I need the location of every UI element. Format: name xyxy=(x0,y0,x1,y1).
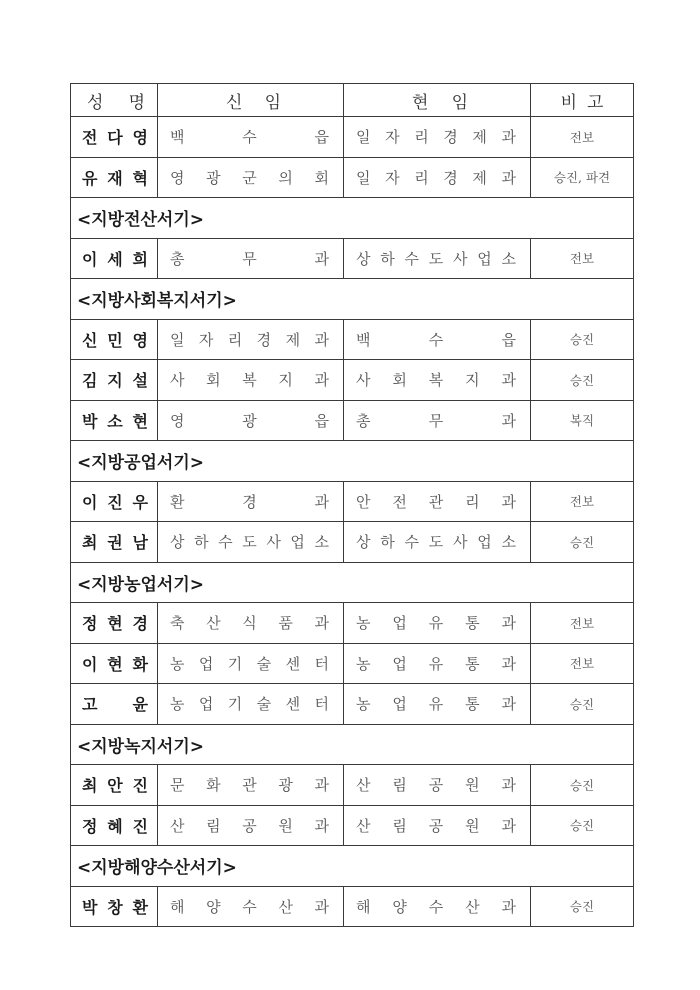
char: 업 xyxy=(477,533,492,552)
char: 제 xyxy=(472,128,487,147)
char: 다 xyxy=(107,128,123,148)
note: 승진 xyxy=(531,684,634,725)
char: 화 xyxy=(132,654,148,674)
char: 자 xyxy=(385,168,400,187)
char: 하 xyxy=(380,533,395,552)
char: 권 xyxy=(107,533,123,553)
char: 일 xyxy=(356,128,371,147)
char: 산 xyxy=(206,614,221,633)
table-row xyxy=(71,522,634,563)
note: 전보 xyxy=(531,481,634,522)
current-post xyxy=(344,765,531,806)
char: 수 xyxy=(218,533,233,552)
char: 자 xyxy=(198,330,214,349)
note: 승진 xyxy=(531,765,634,806)
char: 현 xyxy=(412,92,429,113)
char: 양 xyxy=(206,897,221,916)
char: 경 xyxy=(443,128,458,147)
char: 현 xyxy=(107,614,123,634)
char: 읍 xyxy=(314,128,329,147)
char: 소 xyxy=(501,533,516,552)
char: 지 xyxy=(278,371,293,390)
note: 승진, 파견 xyxy=(531,157,634,198)
category-heading: <지방전산서기> xyxy=(71,198,634,239)
char: 사 xyxy=(266,533,281,552)
char: 진 xyxy=(107,492,123,512)
char: 리 xyxy=(227,330,243,349)
char: 임 xyxy=(451,92,468,113)
char: 사 xyxy=(453,533,468,552)
char: 회 xyxy=(392,371,407,390)
char: 과 xyxy=(314,492,329,511)
new-post xyxy=(158,684,344,725)
char: 관 xyxy=(428,492,444,511)
current-post xyxy=(344,157,531,198)
char: 상 xyxy=(356,533,371,552)
person-name xyxy=(71,886,158,927)
char: 군 xyxy=(242,168,257,187)
char: 원 xyxy=(465,776,480,795)
char: 센 xyxy=(285,654,301,673)
current-post xyxy=(344,522,531,563)
char: 통 xyxy=(465,614,480,633)
category-row xyxy=(71,846,634,887)
char: 경 xyxy=(242,492,257,511)
new-post xyxy=(158,400,344,441)
char: 과 xyxy=(501,128,516,147)
char: 최 xyxy=(82,776,98,796)
current-post xyxy=(344,400,531,441)
char: 소 xyxy=(314,533,329,552)
new-post xyxy=(158,805,344,846)
table-row xyxy=(71,319,634,360)
char: 해 xyxy=(356,897,371,916)
char: 업 xyxy=(290,533,305,552)
char: 도 xyxy=(428,249,444,268)
char: 농 xyxy=(356,614,371,633)
note: 승진 xyxy=(531,805,634,846)
char: 업 xyxy=(477,249,492,268)
char: 수 xyxy=(404,533,419,552)
current-post xyxy=(344,319,531,360)
category-heading: <지방해양수산서기> xyxy=(71,846,634,887)
header-note xyxy=(531,84,634,117)
char: 유 xyxy=(82,168,98,188)
char: 업 xyxy=(198,695,214,714)
category-heading: <지방녹지서기> xyxy=(71,724,634,765)
char: 술 xyxy=(256,695,272,714)
char: 사 xyxy=(170,371,185,390)
char: 수 xyxy=(428,330,444,349)
char: 설 xyxy=(132,371,148,391)
char: 과 xyxy=(314,897,329,916)
table-row xyxy=(71,117,634,158)
char: 유 xyxy=(428,654,444,673)
person-name xyxy=(71,238,158,279)
char: 전 xyxy=(392,492,407,511)
current-post xyxy=(344,603,531,644)
category-row xyxy=(71,724,634,765)
char: 진 xyxy=(132,776,148,796)
note: 전보 xyxy=(531,238,634,279)
char: 터 xyxy=(314,695,329,714)
char: 전 xyxy=(82,128,98,148)
char: 총 xyxy=(356,411,371,430)
char: 광 xyxy=(278,776,293,795)
char: 읍 xyxy=(501,330,516,349)
char: 과 xyxy=(314,816,329,835)
table-row xyxy=(71,238,634,279)
new-post xyxy=(158,319,344,360)
table-row xyxy=(71,603,634,644)
table-body xyxy=(71,117,634,927)
table-row xyxy=(71,157,634,198)
header-new-post xyxy=(158,84,344,117)
char: 농 xyxy=(170,654,185,673)
char: 지 xyxy=(107,371,123,391)
char: 산 xyxy=(356,776,371,795)
note: 전보 xyxy=(531,603,634,644)
char: 혁 xyxy=(132,168,148,188)
char: 백 xyxy=(356,330,371,349)
char: 과 xyxy=(314,249,329,268)
category-row xyxy=(71,279,634,320)
char: 김 xyxy=(82,371,98,391)
char: 읍 xyxy=(314,411,329,430)
char: 수 xyxy=(242,897,257,916)
char: 세 xyxy=(107,249,123,269)
category-row xyxy=(71,562,634,603)
char: 민 xyxy=(107,330,123,350)
char: 소 xyxy=(107,411,123,431)
char: 업 xyxy=(392,695,407,714)
current-post xyxy=(344,886,531,927)
char: 산 xyxy=(465,897,480,916)
char: 도 xyxy=(242,533,257,552)
char: 원 xyxy=(278,816,293,835)
char: 사 xyxy=(453,249,468,268)
category-heading: <지방사회복지서기> xyxy=(71,279,634,320)
char: 고 xyxy=(82,695,98,715)
char: 유 xyxy=(428,614,444,633)
note: 승진 xyxy=(531,360,634,401)
note: 전보 xyxy=(531,643,634,684)
new-post xyxy=(158,157,344,198)
char: 희 xyxy=(132,249,148,269)
person-name xyxy=(71,360,158,401)
char: 터 xyxy=(314,654,329,673)
char: 과 xyxy=(314,371,329,390)
new-post xyxy=(158,765,344,806)
char: 영 xyxy=(132,128,148,148)
note: 전보 xyxy=(531,117,634,158)
char: 과 xyxy=(501,371,516,390)
table-row xyxy=(71,643,634,684)
char: 화 xyxy=(206,776,221,795)
person-name xyxy=(71,157,158,198)
char: 과 xyxy=(501,695,516,714)
char: 우 xyxy=(132,492,148,512)
char: 영 xyxy=(170,411,185,430)
char: 농 xyxy=(356,654,371,673)
char: 과 xyxy=(501,614,516,633)
category-row xyxy=(71,198,634,239)
char: 통 xyxy=(465,695,480,714)
char: 공 xyxy=(242,816,257,835)
char: 이 xyxy=(82,249,98,269)
person-name xyxy=(71,400,158,441)
char: 혜 xyxy=(107,816,123,836)
char: 산 xyxy=(278,897,293,916)
char: 원 xyxy=(465,816,480,835)
char: 안 xyxy=(356,492,371,511)
person-name xyxy=(71,643,158,684)
char: 성 xyxy=(87,92,104,113)
char: 창 xyxy=(107,897,123,917)
char: 공 xyxy=(428,816,444,835)
char: 제 xyxy=(285,330,301,349)
char: 하 xyxy=(380,249,395,268)
char: 남 xyxy=(132,533,148,553)
note: 승진 xyxy=(531,319,634,360)
personnel-roster-table xyxy=(70,83,634,927)
char: 회 xyxy=(206,371,221,390)
char: 현 xyxy=(107,654,123,674)
person-name xyxy=(71,319,158,360)
person-name xyxy=(71,765,158,806)
header-name xyxy=(71,84,158,117)
person-name xyxy=(71,805,158,846)
char: 무 xyxy=(242,249,257,268)
char: 윤 xyxy=(132,695,148,715)
char: 경 xyxy=(132,614,148,634)
char: 복 xyxy=(428,371,444,390)
person-name xyxy=(71,481,158,522)
char: 리 xyxy=(414,168,429,187)
char: 림 xyxy=(206,816,221,835)
char: 업 xyxy=(198,654,214,673)
char: 리 xyxy=(414,128,429,147)
header-current-post xyxy=(344,84,531,117)
note: 승진 xyxy=(531,886,634,927)
char: 수 xyxy=(404,249,419,268)
char: 안 xyxy=(107,776,123,796)
char: 박 xyxy=(82,897,98,917)
char: 과 xyxy=(501,168,516,187)
char: 리 xyxy=(465,492,480,511)
char: 통 xyxy=(465,654,480,673)
char: 수 xyxy=(428,897,444,916)
char: 유 xyxy=(428,695,444,714)
char: 신 xyxy=(82,330,98,350)
note: 승진 xyxy=(531,522,634,563)
char: 과 xyxy=(501,816,516,835)
char: 상 xyxy=(356,249,371,268)
char: 정 xyxy=(82,614,98,634)
char: 과 xyxy=(501,492,516,511)
new-post xyxy=(158,522,344,563)
char: 일 xyxy=(356,168,371,187)
char: 복 xyxy=(242,371,257,390)
char: 현 xyxy=(132,411,148,431)
current-post xyxy=(344,481,531,522)
char: 산 xyxy=(170,816,185,835)
char: 진 xyxy=(132,816,148,836)
char: 센 xyxy=(285,695,301,714)
char: 회 xyxy=(314,168,329,187)
char: 영 xyxy=(170,168,185,187)
table-row xyxy=(71,886,634,927)
char: 재 xyxy=(107,168,123,188)
char: 공 xyxy=(428,776,444,795)
category-row xyxy=(71,441,634,482)
char: 사 xyxy=(356,371,371,390)
char: 무 xyxy=(428,411,444,430)
current-post xyxy=(344,238,531,279)
char: 산 xyxy=(356,816,371,835)
current-post xyxy=(344,643,531,684)
new-post xyxy=(158,117,344,158)
char: 업 xyxy=(392,614,407,633)
char: 품 xyxy=(278,614,293,633)
char: 백 xyxy=(170,128,185,147)
char: 기 xyxy=(227,695,243,714)
char: 과 xyxy=(501,654,516,673)
char: 이 xyxy=(82,492,98,512)
new-post xyxy=(158,481,344,522)
char: 환 xyxy=(170,492,185,511)
person-name xyxy=(71,603,158,644)
char: 림 xyxy=(392,816,407,835)
new-post xyxy=(158,360,344,401)
char: 영 xyxy=(132,330,148,350)
char: 수 xyxy=(242,128,257,147)
category-heading: <지방공업서기> xyxy=(71,441,634,482)
char: 과 xyxy=(501,776,516,795)
new-post xyxy=(158,886,344,927)
char: 제 xyxy=(472,168,487,187)
char: 농 xyxy=(170,695,185,714)
char: 의 xyxy=(278,168,293,187)
char: 이 xyxy=(82,654,98,674)
person-name xyxy=(71,522,158,563)
char: 과 xyxy=(501,897,516,916)
char: 박 xyxy=(82,411,98,431)
char: 환 xyxy=(132,897,148,917)
char: 업 xyxy=(392,654,407,673)
new-post xyxy=(158,643,344,684)
char: 임 xyxy=(264,92,281,113)
current-post xyxy=(344,805,531,846)
char: 경 xyxy=(443,168,458,187)
char: 양 xyxy=(392,897,407,916)
char: 총 xyxy=(170,249,185,268)
char: 자 xyxy=(385,128,400,147)
char: 축 xyxy=(170,614,185,633)
char: 지 xyxy=(465,371,480,390)
char: 기 xyxy=(227,654,243,673)
char: 술 xyxy=(256,654,272,673)
category-heading: <지방농업서기> xyxy=(71,562,634,603)
current-post xyxy=(344,360,531,401)
note: 복직 xyxy=(531,400,634,441)
table-row xyxy=(71,805,634,846)
char: 광 xyxy=(206,168,221,187)
char: 하 xyxy=(194,533,209,552)
table-row xyxy=(71,400,634,441)
char: 농 xyxy=(356,695,371,714)
char: 식 xyxy=(242,614,257,633)
table-row xyxy=(71,684,634,725)
char: 과 xyxy=(501,411,516,430)
char: 신 xyxy=(226,92,243,113)
char: 관 xyxy=(242,776,257,795)
char: 일 xyxy=(170,330,185,349)
current-post xyxy=(344,684,531,725)
new-post xyxy=(158,238,344,279)
char: 명 xyxy=(128,92,145,113)
char: 광 xyxy=(242,411,257,430)
char: 과 xyxy=(314,330,329,349)
table-header-row xyxy=(71,84,634,117)
char: 소 xyxy=(501,249,516,268)
table-row xyxy=(71,360,634,401)
char: 림 xyxy=(392,776,407,795)
char: 해 xyxy=(170,897,185,916)
table-row xyxy=(71,765,634,806)
char: 고 xyxy=(587,92,604,113)
new-post xyxy=(158,603,344,644)
char: 비 xyxy=(560,92,577,113)
char: 최 xyxy=(82,533,98,553)
char: 문 xyxy=(170,776,185,795)
person-name xyxy=(71,684,158,725)
char: 과 xyxy=(314,776,329,795)
table-row xyxy=(71,481,634,522)
char: 정 xyxy=(82,816,98,836)
char: 도 xyxy=(428,533,444,552)
person-name xyxy=(71,117,158,158)
char: 경 xyxy=(256,330,272,349)
current-post xyxy=(344,117,531,158)
char: 과 xyxy=(314,614,329,633)
char: 상 xyxy=(170,533,185,552)
